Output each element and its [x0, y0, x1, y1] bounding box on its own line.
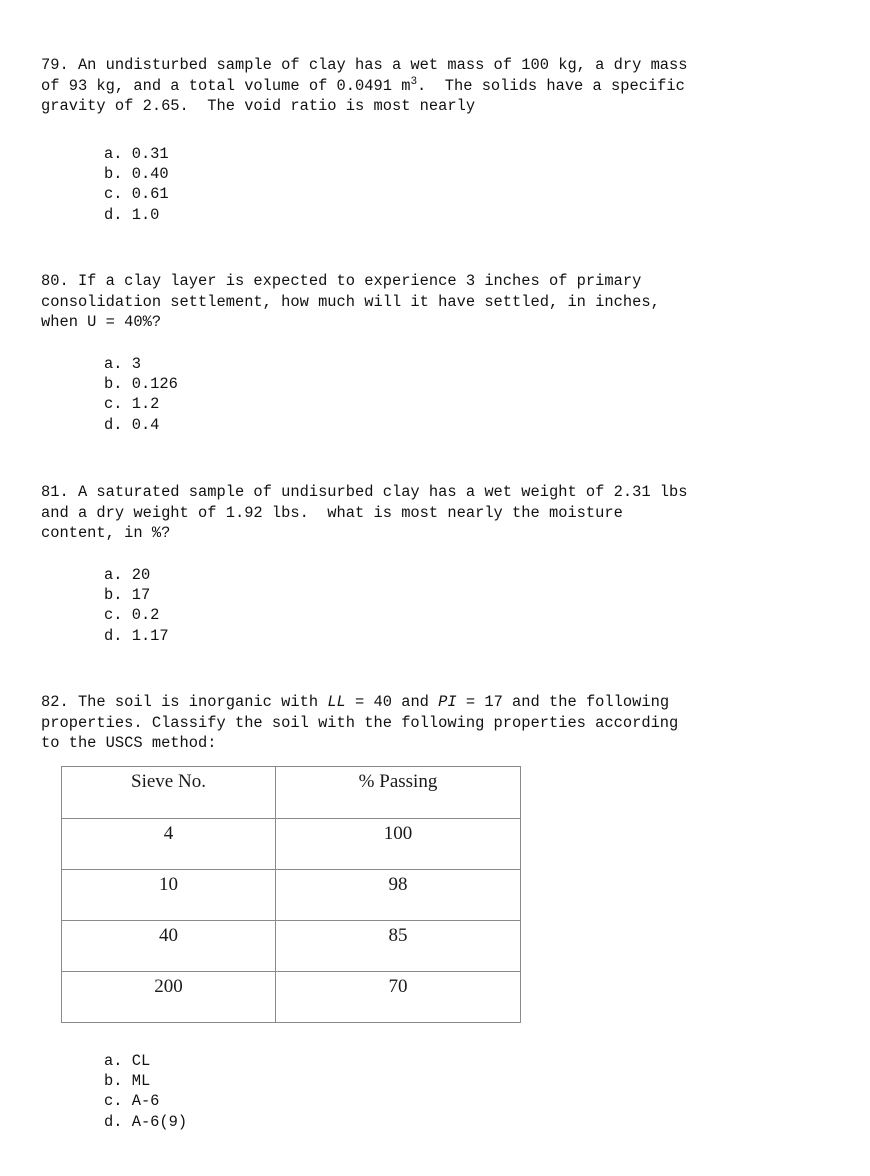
option-a[interactable]: a. 0.31: [104, 145, 169, 163]
question-81-line-2: and a dry weight of 1.92 lbs. what is most nearly the moisture: [41, 503, 623, 522]
question-81-line-1: 81. A saturated sample of undisurbed clay has a wet weight of 2.31 lbs: [41, 483, 688, 501]
sieve-number-cell: 4: [62, 819, 276, 870]
question-82: [41, 692, 801, 754]
question-82-line-1-mid: = 40 and: [345, 693, 439, 711]
percent-passing-cell: 70: [276, 972, 521, 1023]
option-c[interactable]: c. 0.2: [104, 606, 160, 625]
question-80: [41, 271, 801, 333]
plasticity-index-symbol: PI: [438, 693, 457, 711]
sieve-number-cell: 40: [62, 921, 276, 972]
question-79-options: [104, 144, 169, 225]
question-82-line-3: to the USCS method:: [41, 734, 217, 752]
question-80-line-2: consolidation settlement, how much will it have settled, in inches,: [41, 292, 660, 311]
percent-passing-header: % Passing: [276, 767, 521, 819]
sieve-number-header: Sieve No.: [62, 767, 276, 819]
question-82-line-1-end: = 17 and the following: [456, 693, 670, 711]
option-b[interactable]: b. ML: [104, 1072, 151, 1091]
percent-passing-cell: 100: [276, 819, 521, 870]
option-d[interactable]: d. 1.17: [104, 626, 169, 645]
question-79-line-2: [41, 77, 685, 95]
question-79-line-2-rest: . The solids have a specific: [417, 76, 685, 95]
question-79-line-2-text: of 93 kg, and a total volume of 0.0491 m: [41, 76, 411, 95]
question-79: [41, 55, 801, 117]
option-c[interactable]: c. 1.2: [104, 395, 160, 414]
question-79-line-3: gravity of 2.65. The void ratio is most nearly: [41, 97, 476, 115]
question-81-line-3: content, in %?: [41, 524, 171, 542]
question-82-line-1: [41, 693, 669, 711]
option-d[interactable]: d. A-6(9): [104, 1112, 188, 1131]
option-b[interactable]: b. 0.126: [104, 375, 178, 394]
option-a[interactable]: a. CL: [104, 1052, 151, 1070]
question-80-line-3: when U = 40%?: [41, 313, 162, 331]
liquid-limit-symbol: LL: [327, 693, 346, 711]
volume-exponent: 3: [410, 75, 418, 88]
percent-passing-cell: 98: [276, 870, 521, 921]
option-d[interactable]: d. 0.4: [104, 415, 160, 434]
option-c[interactable]: c. 0.61: [104, 185, 169, 204]
option-a[interactable]: a. 20: [104, 566, 151, 584]
table-row: [62, 870, 521, 921]
question-82-line-2: properties. Classify the soil with the following properties according: [41, 713, 679, 732]
question-81-options: [104, 565, 169, 646]
question-81: [41, 482, 801, 544]
question-82-options: [104, 1051, 187, 1132]
question-79-line-1: 79. An undisturbed sample of clay has a wet mass of 100 kg, a dry mass: [41, 56, 688, 74]
table-row: [62, 972, 521, 1023]
question-82-line-1-text: 82. The soil is inorganic with: [41, 693, 328, 711]
option-b[interactable]: b. 17: [104, 586, 151, 605]
option-c[interactable]: c. A-6: [104, 1092, 160, 1111]
option-b[interactable]: b. 0.40: [104, 165, 169, 184]
table-row: [62, 819, 521, 870]
sieve-analysis-table: [61, 766, 521, 1023]
question-80-options: [104, 354, 178, 435]
option-d[interactable]: d. 1.0: [104, 205, 160, 224]
sieve-number-cell: 10: [62, 870, 276, 921]
percent-passing-cell: 85: [276, 921, 521, 972]
question-80-line-1: 80. If a clay layer is expected to experience 3 inches of primary: [41, 272, 642, 290]
table-header-row: [62, 767, 521, 819]
option-a[interactable]: a. 3: [104, 355, 141, 373]
table-row: [62, 921, 521, 972]
sieve-number-cell: 200: [62, 972, 276, 1023]
